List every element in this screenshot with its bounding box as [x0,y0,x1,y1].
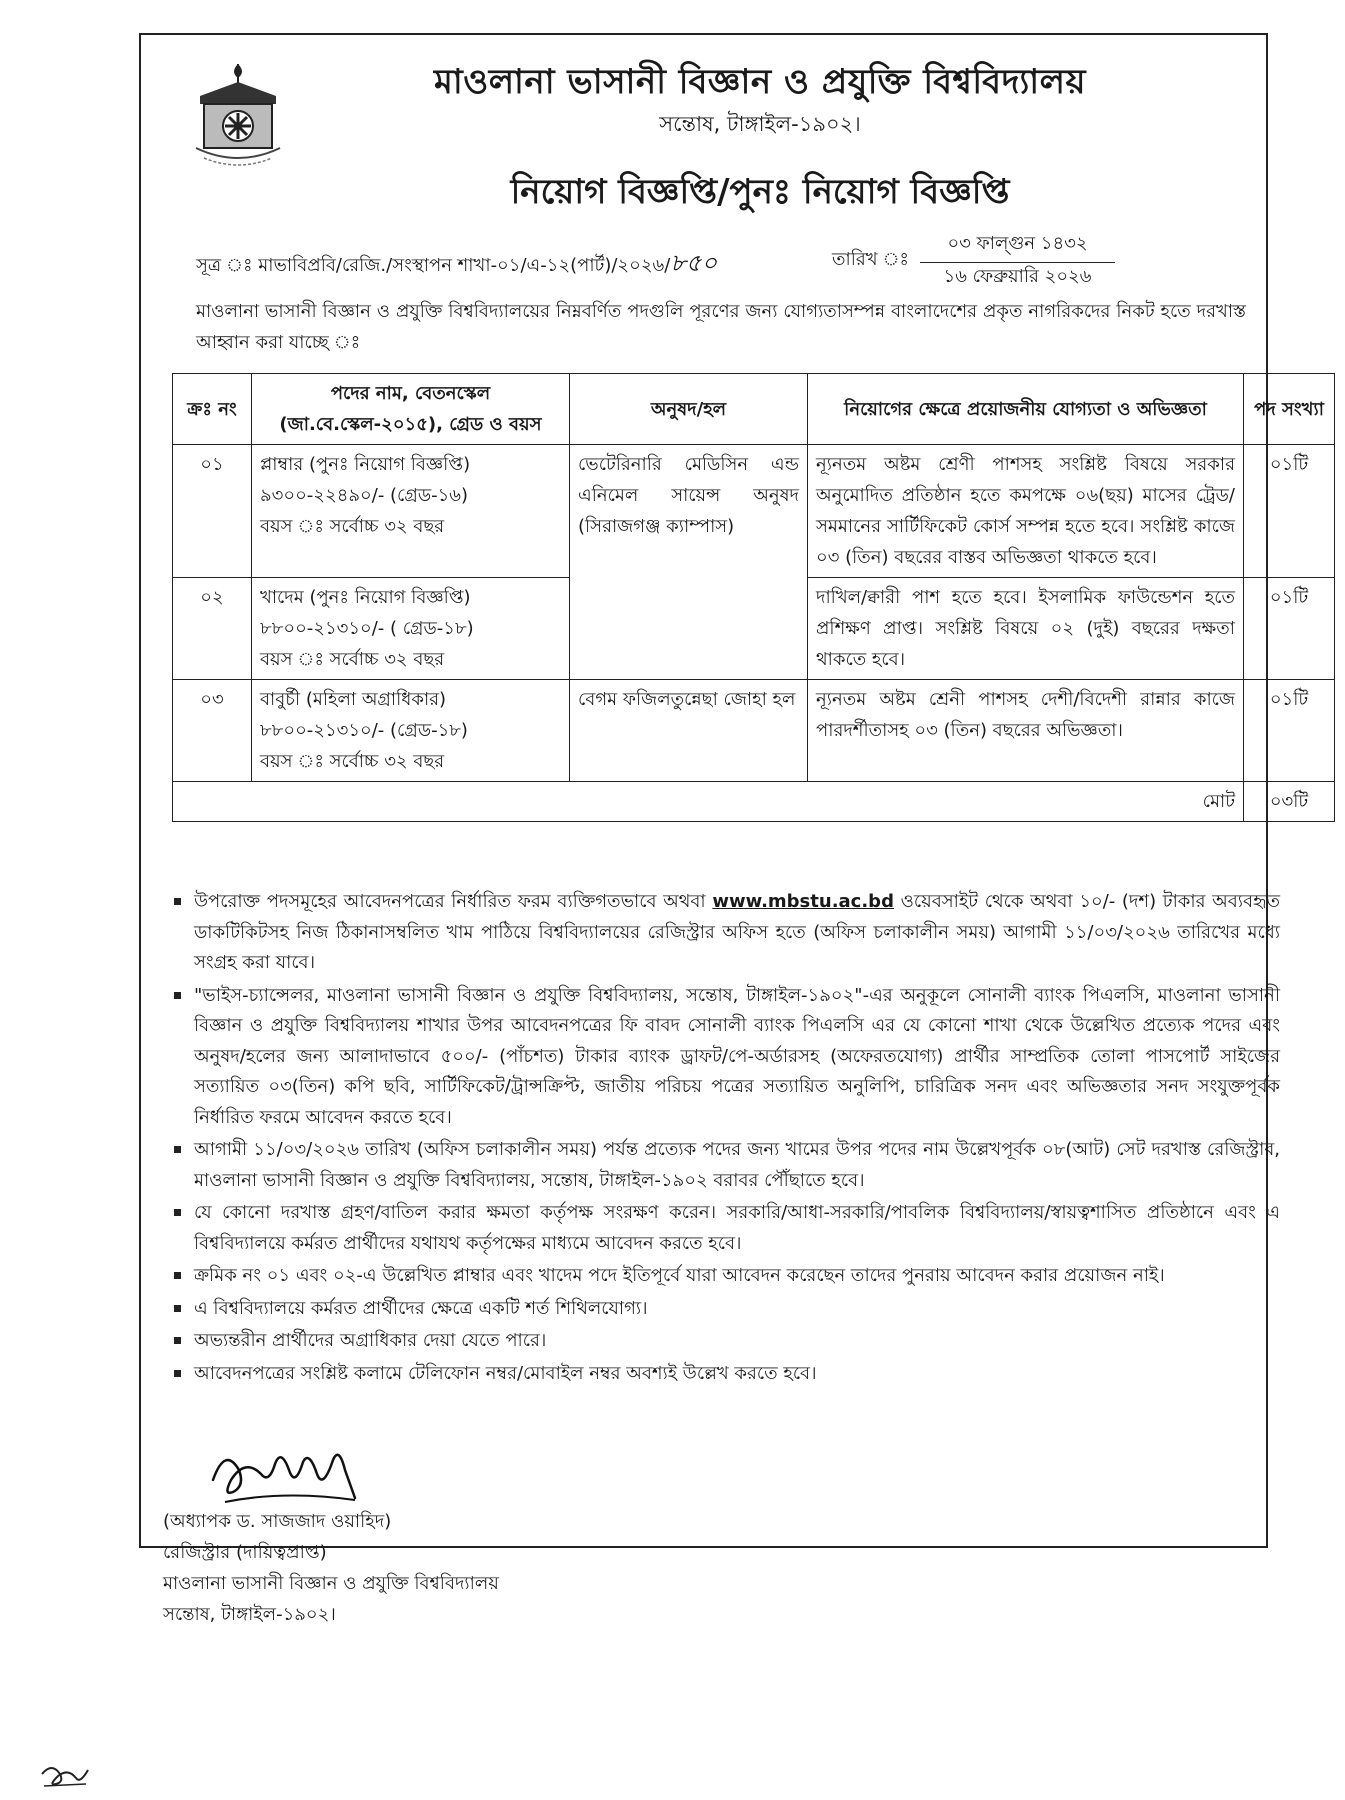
row-count: ০১টি [1244,445,1335,578]
row-post [252,680,570,782]
university-name: মাওলানা ভাসানী বিজ্ঞান ও প্রযুক্তি বিশ্ববিদ্যালয় [433,62,1087,102]
list-item: ক্রমিক নং ০১ এবং ০২-এ উল্লেখিত প্লাম্বার এবং খাদেম পদে ইতিপূর্বে যারা আবেদন করেছেন তাদের পুনরায় আবেদন করার প্রয়োজন নাই। [170,1261,1280,1292]
pay-scale: ৯৩০০-২২৪৯০/- (গ্রেড-১৬) [260,485,468,506]
memo-handwritten-number: ৮৫০ [670,249,718,277]
notice-title: নিয়োগ বিজ্ঞপ্তি/পুনঃ নিয়োগ বিজ্ঞপ্তি [510,172,1010,212]
signatory-address: সন্তোষ, টাঙ্গাইল-১৯০২। [163,1604,336,1625]
header-qualification: নিয়োগের ক্ষেত্রে প্রয়োজনীয় যোগ্যতা ও অভিজ্ঞতা [808,374,1244,445]
table-total-row [173,782,1335,822]
table-row [173,445,1335,578]
post-name: প্লাম্বার (পুনঃ নিয়োগ বিজ্ঞপ্তি) [260,454,471,475]
row-serial: ০১ [173,445,252,578]
row-serial: ০২ [173,578,252,680]
row-faculty: বেগম ফজিলতুন্নেছা জোহা হল [570,680,808,782]
age-limit: বয়স ঃ সর্বোচ্চ ৩২ বছর [260,516,445,537]
handwritten-corner-mark [38,1760,92,1790]
list-item [170,887,1280,979]
header-post: পদের নাম, বেতনস্কেল (জা.বে.স্কেল-২০১৫), গ্রেড ও বয়স [252,374,570,445]
university-crest-icon [182,62,294,174]
instructions-list [170,887,1280,1391]
header-count: পদ সংখ্যা [1244,374,1335,445]
total-value: ০৩টি [1244,782,1335,822]
university-address: সন্তোষ, টাঙ্গাইল-১৯০২। [659,112,861,136]
signatory-name: (অধ্যাপক ড. সাজজাদ ওয়াহিদ) [163,1511,392,1532]
pay-scale: ৮৮০০-২১৩১০/- ( গ্রেড-১৮) [260,618,474,639]
pay-scale: ৮৮০০-২১৩১০/- (গ্রেড-১৮) [260,720,468,741]
row-qualification: ন্যূনতম অষ্টম শ্রেণী পাশসহ সংশ্লিষ্ট বিষয়ে সরকার অনুমোদিত প্রতিষ্ঠান হতে কমপক্ষে ০৬(ছয়) মাসের ট্রেড/সমমানের সার্টিফিকেট কোর্স সম্পন্ন হতে হবে। সংশ্লিষ্ট কাজে ০৩ (তিন) বছরের বাস্তব অভিজ্ঞতা থাকতে হবে। [808,445,1244,578]
row-faculty-merged [570,578,808,680]
memo-number: সূত্র ঃ মাভাবিপ্রবি/রেজি./সংস্থাপন শাখা-০১/এ-১২(পার্ট)/২০২৬/ [196,255,671,276]
table-row [173,680,1335,782]
row-post [252,578,570,680]
post-name: বাবুর্চী (মহিলা অগ্রাধিকার) [260,689,447,710]
list-item: আবেদনপত্রের সংশ্লিষ্ট কলামে টেলিফোন নম্বর/মোবাইল নম্বর অবশ্যই উল্লেখ করতে হবে। [170,1359,1280,1390]
list-item: এ বিশ্ববিদ্যালয়ে কর্মরত প্রার্থীদের ক্ষেত্রে একটি শর্ত শিথিলযোগ্য। [170,1294,1280,1325]
row-count: ০১টি [1244,578,1335,680]
age-limit: বয়স ঃ সর্বোচ্চ ৩২ বছর [260,751,445,772]
row-post [252,445,570,578]
instruction-text: উপরোক্ত পদসমূহের আবেদনপত্রের নির্ধারিত ফরম ব্যক্তিগতভাবে অথবা [194,891,706,912]
signatory-block [163,1506,499,1630]
table-row [173,578,1335,680]
row-qualification: ন্যূনতম অষ্টম শ্রেনী পাশসহ দেশী/বিদেশী রান্নার কাজে পারদর্শীতাসহ ০৩ (তিন) বছরের অভিজ্ঞতা। [808,680,1244,782]
date-label: তারিখ ঃ [832,249,910,270]
row-qualification: দাখিল/ক্বারী পাশ হতে হবে। ইসলামিক ফাউন্ডেশন হতে প্রশিক্ষণ প্রাপ্ত। সংশ্লিষ্ট বিষয়ে ০২ (দুই) বছরের দক্ষতা থাকতে হবে। [808,578,1244,680]
memo-reference [196,245,717,285]
signatory-designation: রেজিস্ট্রার (দায়িত্বপ্রাপ্ত) [163,1542,327,1563]
total-label: মোট [173,782,1244,822]
website-link[interactable]: www.mbstu.ac.bd [712,891,894,912]
row-count: ০১টি [1244,680,1335,782]
row-serial: ০৩ [173,680,252,782]
intro-paragraph: মাওলানা ভাসানী বিজ্ঞান ও প্রযুক্তি বিশ্ববিদ্যালয়ের নিম্নবর্ণিত পদগুলি পূরণের জন্য যোগ্যতাসম্পন্ন বাংলাদেশের প্রকৃত নাগরিকদের নিকট হতে দরখাস্ত আহ্বান করা যাচ্ছে ঃ [196,301,1246,353]
list-item: যে কোনো দরখাস্ত গ্রহণ/বাতিল করার ক্ষমতা কর্তৃপক্ষ সংরক্ষণ করেন। সরকারি/আধা-সরকারি/পাবলিক বিশ্ববিদ্যালয়/স্বায়ত্বশাসিত প্রতিষ্ঠানে এবং এ বিশ্ববিদ্যালয়ে কর্মরত প্রার্থীদের যথাযথ কর্তৃপক্ষের মাধ্যমে আবেদন করতে হবে। [170,1198,1280,1259]
list-item: অভ্যন্তরীন প্রার্থীদের অগ্রাধিকার দেয়া যেতে পারে। [170,1326,1280,1357]
date-english: ১৬ ফেব্রুয়ারি ২০২৬ [943,266,1092,287]
vacancy-table [172,373,1335,822]
date-bengali: ০৩ ফাল্গুন ১৪৩২ [920,229,1115,263]
table-header-row [173,374,1335,445]
handwritten-signature-icon [205,1440,365,1512]
signatory-university: মাওলানা ভাসানী বিজ্ঞান ও প্রযুক্তি বিশ্ববিদ্যালয় [163,1573,499,1594]
row-faculty: ভেটেরিনারি মেডিসিন এন্ড এনিমেল সায়েন্স অনুষদ (সিরাজগঞ্জ ক্যাম্পাস) [570,445,808,578]
header-serial: ক্রঃ নং [173,374,252,445]
list-item: "ভাইস-চ্যান্সেলর, মাওলানা ভাসানী বিজ্ঞান ও প্রযুক্তি বিশ্ববিদ্যালয়, সন্তোষ, টাঙ্গাইল-১৯০২"-এর অনুকূলে সোনালী ব্যাংক পিএলসি, মাওলানা ভাসানী বিজ্ঞান ও প্রযুক্তি বিশ্ববিদ্যালয় শাখার উপর আবেদনপত্রের ফি বাবদ সোনালী ব্যাংক পিএলসি এর যে কোনো শাখা থেকে উল্লেখিত প্রত্যেক পদের এবং অনুষদ/হলের জন্য আলাদাভাবে ৫০০/- (পাঁচশত) টাকার ব্যাংক ড্রাফট/পে-অর্ডারসহ (অফেরতযোগ্য) প্রার্থীর সাম্প্রতিক তোলা পাসপোর্ট সাইজের সত্যায়িত ০৩(তিন) কপি ছবি, সার্টিফিকেট/ট্রান্সক্রিপ্ট, জাতীয় পরিচয় পত্রের সত্যায়িত অনুলিপি, চারিত্রিক সনদ এবং অভিজ্ঞতার সনদ সংযুক্তপূর্বক নির্ধারিত ফরমে আবেদন করতে হবে। [170,981,1280,1134]
header-faculty: অনুষদ/হল [570,374,808,445]
post-name: খাদেম (পুনঃ নিয়োগ বিজ্ঞপ্তি) [260,587,471,608]
list-item: আগামী ১১/০৩/২০২৬ তারিখ (অফিস চলাকালীন সময়) পর্যন্ত প্রত্যেক পদের জন্য খামের উপর পদের নাম উল্লেখপূর্বক ০৮(আট) সেট দরখাস্ত রেজিস্ট্রার, মাওলানা ভাসানী বিজ্ঞান ও প্রযুক্তি বিশ্ববিদ্যালয়, সন্তোষ, টাঙ্গাইল-১৯০২ বরাবর পৌঁছাতে হবে। [170,1135,1280,1196]
age-limit: বয়স ঃ সর্বোচ্চ ৩২ বছর [260,649,445,670]
instruction-text: ওয়েবসাইট থেকে অথবা ১০/- (দশ) টাকার অব্যবহৃত ডাকটিকিটসহ নিজ ঠিকানাসম্বলিত খাম পাঠিয়ে বিশ্ববিদ্যালয়ের রেজিস্ট্রার অফিস হতে (অফিস চলাকালীন সময়) আগামী ১১/০৩/২০২৬ তারিখের মধ্যে সংগ্রহ করা যাবে। [194,891,1280,973]
